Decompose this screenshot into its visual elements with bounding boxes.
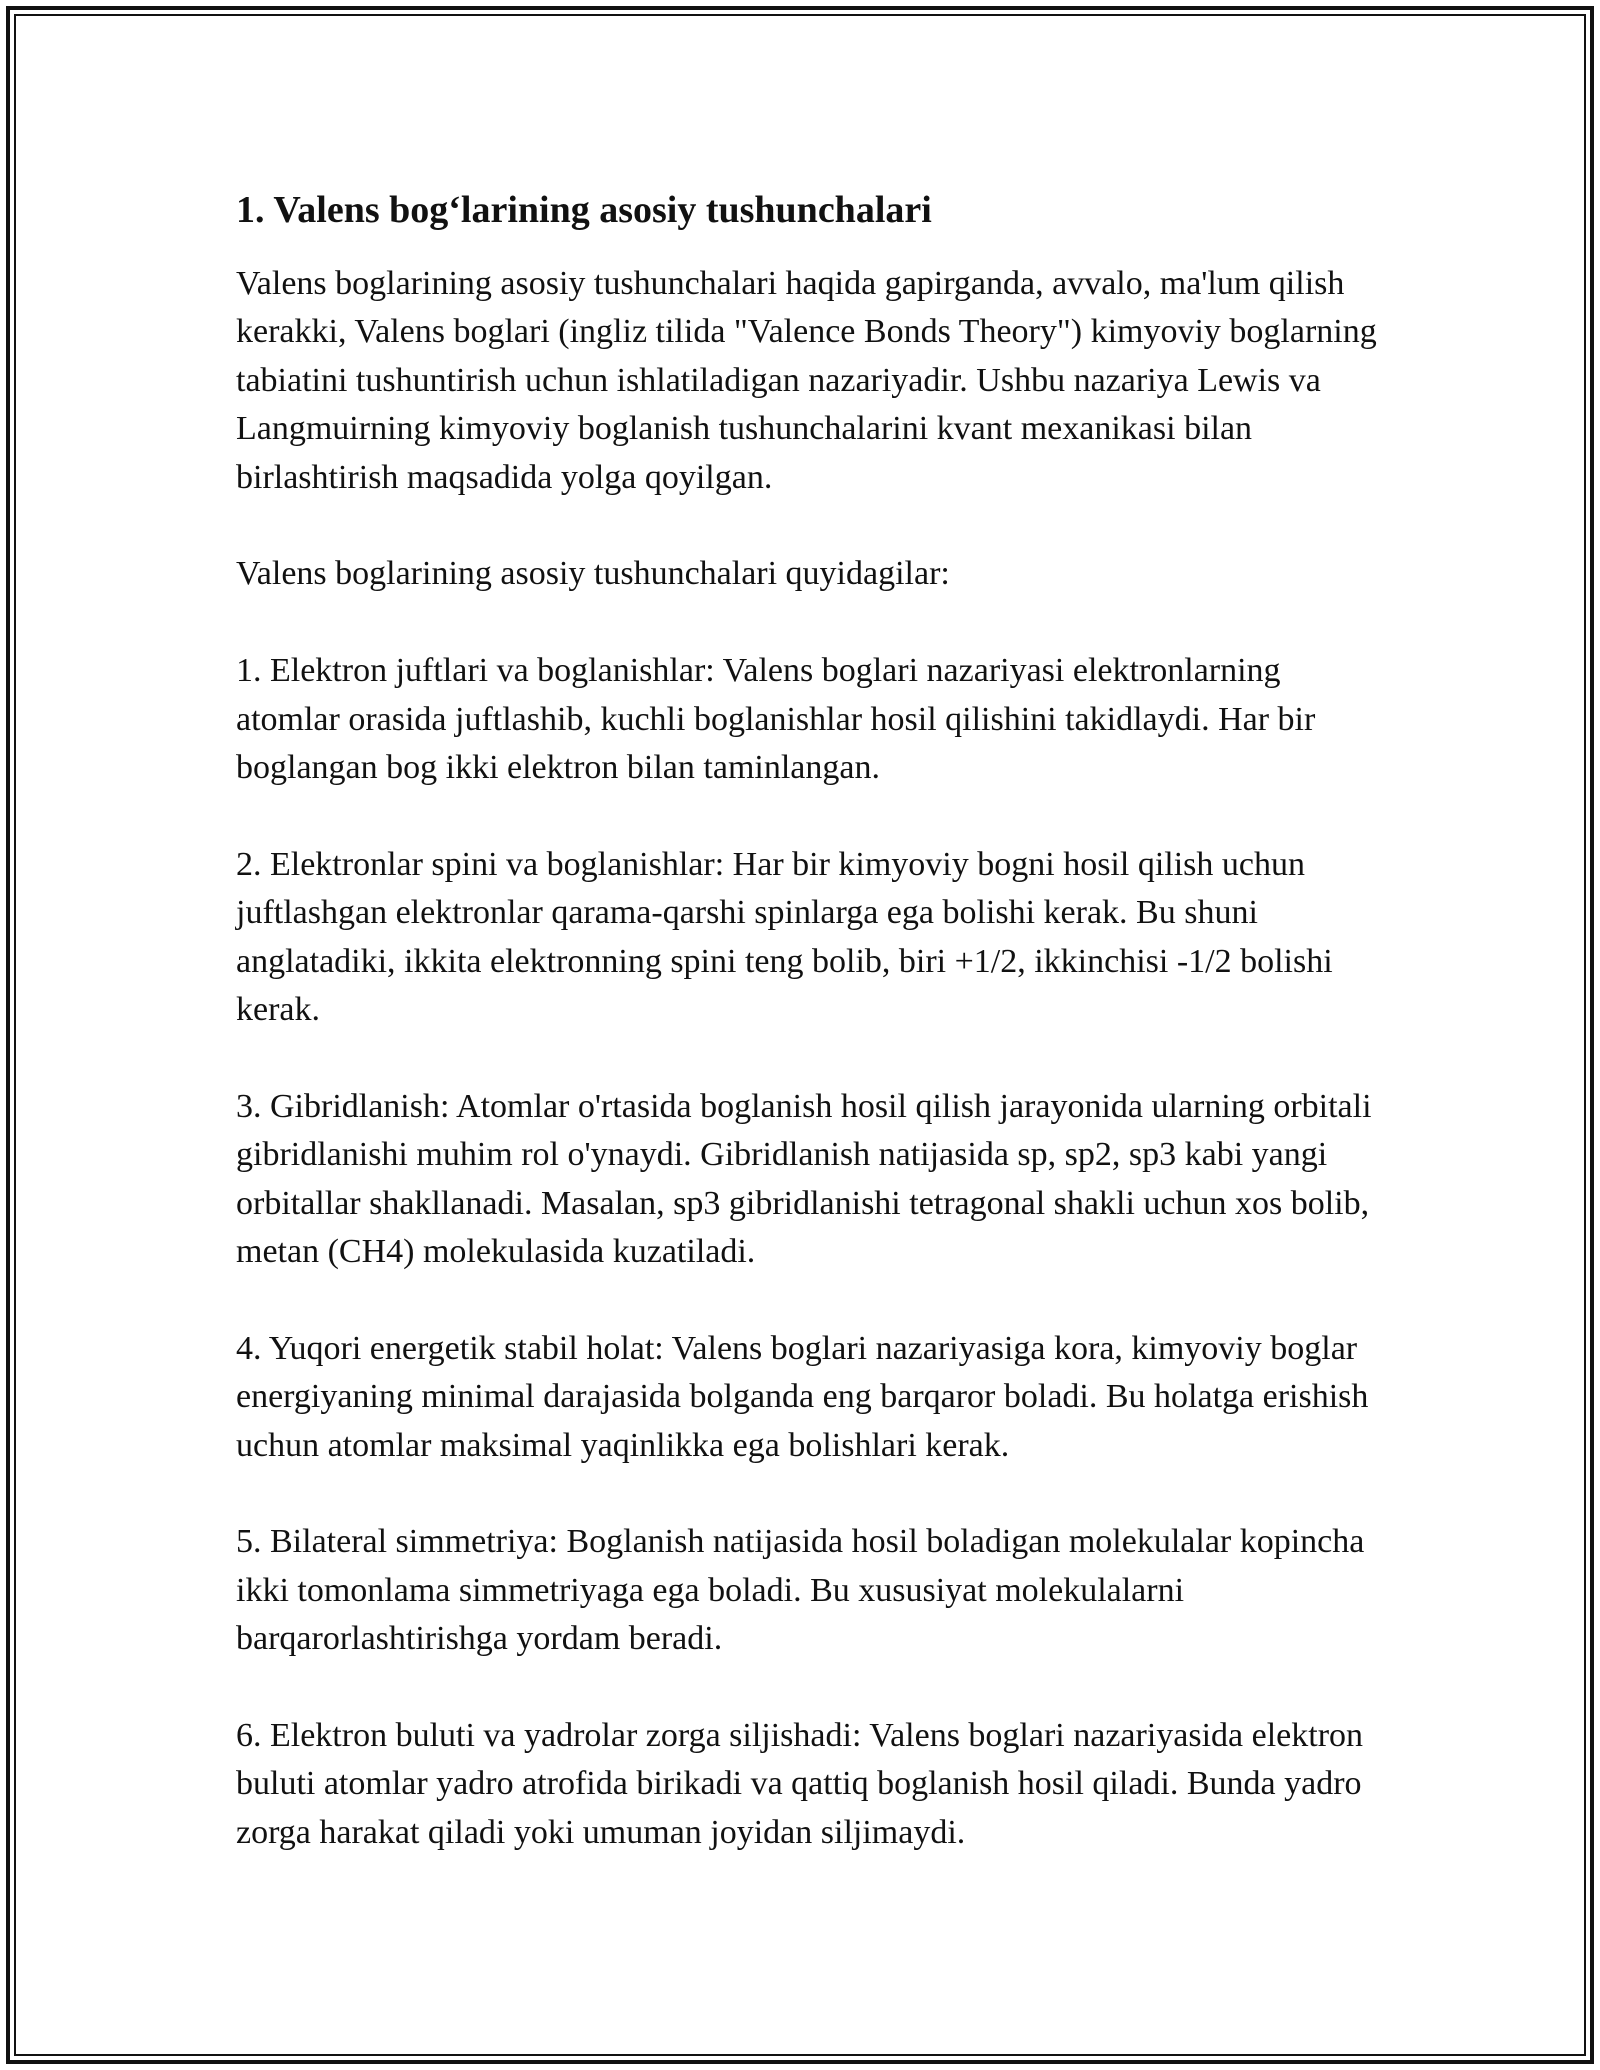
section-heading: 1. Valens bog‘larining asosiy tushunchalari: [236, 189, 932, 231]
concept-item-3: 3. Gibridlanish: Atomlar o'rtasida boglanish hosil qilish jarayonida ularning orbitali gibridlanishi muhim rol o'ynaydi. Gibridlanish natijasida sp, sp2, sp3 kabi yangi orbitallar shakllanadi. Masalan, sp3 gibridlanishi tetragonal shakli uchun xos bolib, metan (CH4) molekulasida kuzatiladi.: [236, 1087, 1372, 1271]
concept-item-2: 2. Elektronlar spini va boglanishlar: Har bir kimyoviy bogni hosil qilish uchun juftlashgan elektronlar qarama-qarshi spinlarga ega bolishi kerak. Bu shuni anglatadiki, ikkita elektronning spini teng bolib, biri +1/2, ikkinchisi -1/2 bolishi kerak.: [236, 845, 1333, 1029]
document-body: [236, 186, 1386, 1906]
list-intro-paragraph: Valens boglarining asosiy tushunchalari quyidagilar:: [236, 555, 950, 593]
concept-item-4: 4. Yuqori energetik stabil holat: Valens boglari nazariyasiga kora, kimyoviy boglar energiyaning minimal darajasida bolganda eng barqaror boladi. Bu holatga erishish uchun atomlar maksimal yaqinlikka ega bolishlari kerak.: [236, 1329, 1369, 1464]
intro-paragraph: Valens boglarining asosiy tushunchalari haqida gapirganda, avvalo, ma'lum qilish kerakki, Valens boglari (ingliz tilida "Valence Bonds Theory") kimyoviy boglarning tabiatini tushuntirish uchun ishlatiladigan nazariyadir. Ushbu nazariya Lewis va Langmuirning kimyoviy boglanish tushunchalarini kvant mexanikasi bilan birlashtirish maqsadida yolga qoyilgan.: [236, 265, 1377, 496]
concept-item-1: 1. Elektron juftlari va boglanishlar: Valens boglari nazariyasi elektronlarning atomlar orasida juftlashib, kuchli boglanishlar hosil qilishini takidlaydi. Har bir boglangan bog ikki elektron bilan taminlangan.: [236, 652, 1316, 787]
concept-item-5: 5. Bilateral simmetriya: Boglanish natijasida hosil boladigan molekulalar kopincha ikki tomonlama simmetriyaga ega boladi. Bu xususiyat molekulalarni barqarorlashtirishga yordam beradi.: [236, 1523, 1365, 1658]
concept-item-6: 6. Elektron buluti va yadrolar zorga siljishadi: Valens boglari nazariyasida elektron buluti atomlar yadro atrofida birikadi va qattiq boglanish hosil qiladi. Bunda yadro zorga harakat qiladi yoki umuman joyidan siljimaydi.: [236, 1717, 1364, 1851]
